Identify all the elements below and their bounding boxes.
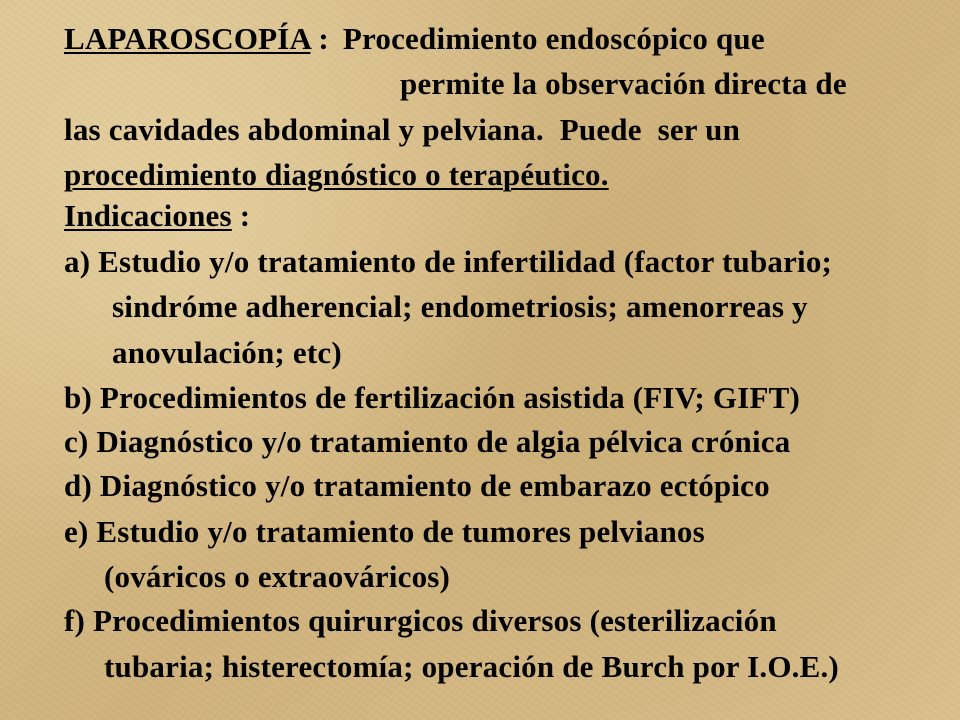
indication-e-line-1: e) Estudio y/o tratamiento de tumores pelvianos [64, 514, 705, 549]
title-line [64, 22, 765, 56]
indications-heading-line [64, 199, 250, 233]
indication-a-line-2: sindróme adherencial; endometriosis; amenorreas y [112, 289, 808, 324]
indication-f-line-2: tubaria; histerectomía; operación de Burch por I.O.E.) [104, 649, 839, 684]
title-term: LAPAROSCOPÍA [64, 21, 311, 56]
definition-line-2: permite la observación directa de [400, 66, 847, 101]
definition-line-4: procedimiento diagnóstico o terapéutico. [64, 157, 609, 192]
indication-f-line-1: f) Procedimientos quirurgicos diversos (esterilización [64, 603, 777, 638]
indication-c-line-1: c) Diagnóstico y/o tratamiento de algia pélvica crónica [64, 424, 791, 459]
indications-heading-suffix: : [231, 198, 251, 233]
indication-a-line-1: a) Estudio y/o tratamiento de infertilidad (factor tubario; [64, 244, 833, 279]
indication-a-line-3: anovulación; etc) [112, 335, 342, 370]
indications-heading: Indicaciones [64, 198, 232, 233]
definition-line-1: Procedimiento endoscópico que [342, 21, 765, 56]
indication-b-line-1: b) Procedimientos de fertilización asistida (FIV; GIFT) [64, 380, 800, 415]
title-separator: : [310, 21, 337, 56]
indication-d-line-1: d) Diagnóstico y/o tratamiento de embarazo ectópico [64, 468, 770, 503]
indication-e-line-2: (ováricos o extraováricos) [104, 559, 451, 594]
definition-line-3: las cavidades abdominal y pelviana. Puede ser un [64, 112, 741, 147]
